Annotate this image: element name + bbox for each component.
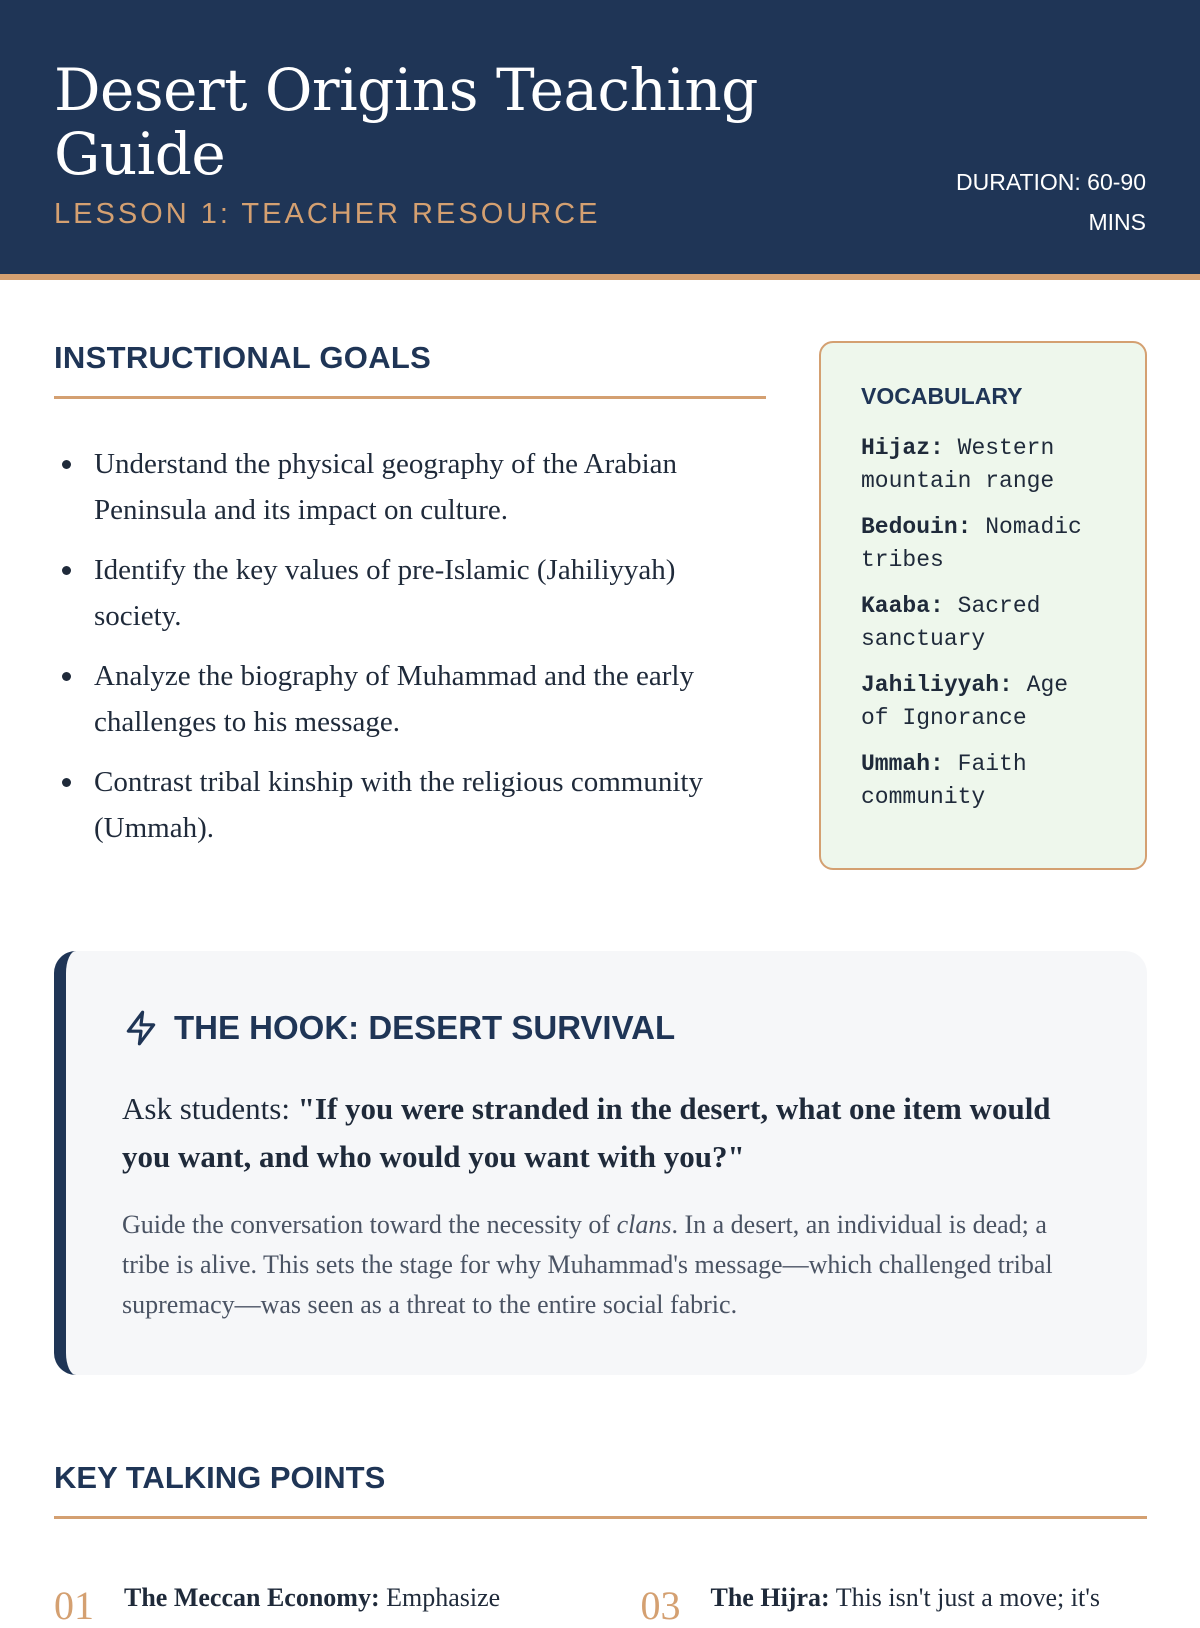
vocab-word: Hijaz:: [861, 435, 944, 461]
goal-text: Understand the physical geography of the Arabian Peninsula and its impact on culture.: [94, 448, 678, 526]
talking-points-list: [54, 1580, 1147, 1628]
vocab-definition: Faith community: [861, 751, 1027, 810]
vocab-term: [861, 669, 1107, 735]
vocab-word: Jahiliyyah:: [861, 672, 1013, 698]
vocab-definition: Nomadic tribes: [861, 514, 1082, 573]
goal-item: [54, 759, 766, 851]
bullet-icon: [62, 672, 71, 681]
hook-guidance: [122, 1205, 1087, 1325]
point-number: 03: [640, 1583, 681, 1628]
guide-text-after: . In a desert, an individual is dead; a tribe is alive. This sets the stage for why Muhammad's message—which challenged tribal supremacy—was seen as a threat to the entire social fabric.: [122, 1210, 1053, 1319]
point-number: 01: [54, 1583, 94, 1628]
hook-header: [122, 1009, 1087, 1047]
goal-text: Contrast tribal kinship with the religious community (Ummah).: [94, 766, 703, 844]
instructional-goals-section: [54, 340, 766, 865]
bullet-icon: [62, 566, 71, 575]
goal-text: Analyze the biography of Muhammad and the early challenges to his message.: [94, 660, 694, 738]
lightning-icon: [122, 1009, 160, 1047]
vocab-term: [861, 748, 1107, 814]
vocab-definition: Age of Ignorance: [861, 672, 1069, 731]
bullet-icon: [62, 460, 71, 469]
goals-list: [54, 441, 766, 851]
goal-item: [54, 653, 766, 745]
point-title: The Meccan Economy:: [124, 1583, 380, 1612]
lesson-subtitle: LESSON 1: TEACHER RESOURCE: [54, 198, 601, 230]
vocab-term: [861, 432, 1107, 498]
hook-question: [122, 1085, 1087, 1181]
talking-points-heading: KEY TALKING POINTS: [54, 1460, 1147, 1519]
talking-point: [54, 1580, 561, 1628]
bullet-icon: [62, 778, 71, 787]
talking-point: [640, 1580, 1148, 1628]
point-text: [711, 1580, 1101, 1616]
point-text: [124, 1580, 500, 1616]
vocab-term: [861, 590, 1107, 656]
vocab-definition: Sacred sanctuary: [861, 593, 1041, 652]
vocab-word: Kaaba:: [861, 593, 944, 619]
vocab-word: Ummah:: [861, 751, 944, 777]
vocabulary-heading: VOCABULARY: [861, 383, 1023, 409]
vocab-word: Bedouin:: [861, 514, 972, 540]
hook-callout: [54, 951, 1147, 1375]
page-title: Desert Origins Teaching Guide: [54, 56, 758, 188]
question-text: "If you were stranded in the desert, what one item would you want, and who would you want with you?": [122, 1091, 1051, 1174]
point-title: The Hijra:: [710, 1583, 830, 1612]
vocabulary-box: [819, 341, 1147, 870]
point-body: This isn't just a move; it's: [835, 1583, 1101, 1612]
duration-label: DURATION: 60-90 MINS: [955, 169, 1146, 235]
goal-item: [54, 547, 766, 639]
guide-text-before: Guide the conversation toward the necessity of: [122, 1210, 611, 1239]
goals-heading: INSTRUCTIONAL GOALS: [54, 340, 766, 399]
hook-heading: THE HOOK: DESERT SURVIVAL: [174, 1009, 676, 1046]
question-lead: Ask students:: [122, 1091, 290, 1126]
point-body: Emphasize: [386, 1583, 501, 1612]
goal-item: [54, 441, 766, 533]
guide-emphasis: clans: [616, 1210, 672, 1239]
page-header: [0, 0, 1200, 280]
vocab-definition: Western mountain range: [861, 435, 1055, 494]
vocab-term: [861, 511, 1107, 577]
goal-text: Identify the key values of pre-Islamic (Jahiliyyah) society.: [94, 554, 676, 632]
talking-points-section: [54, 1460, 1147, 1628]
